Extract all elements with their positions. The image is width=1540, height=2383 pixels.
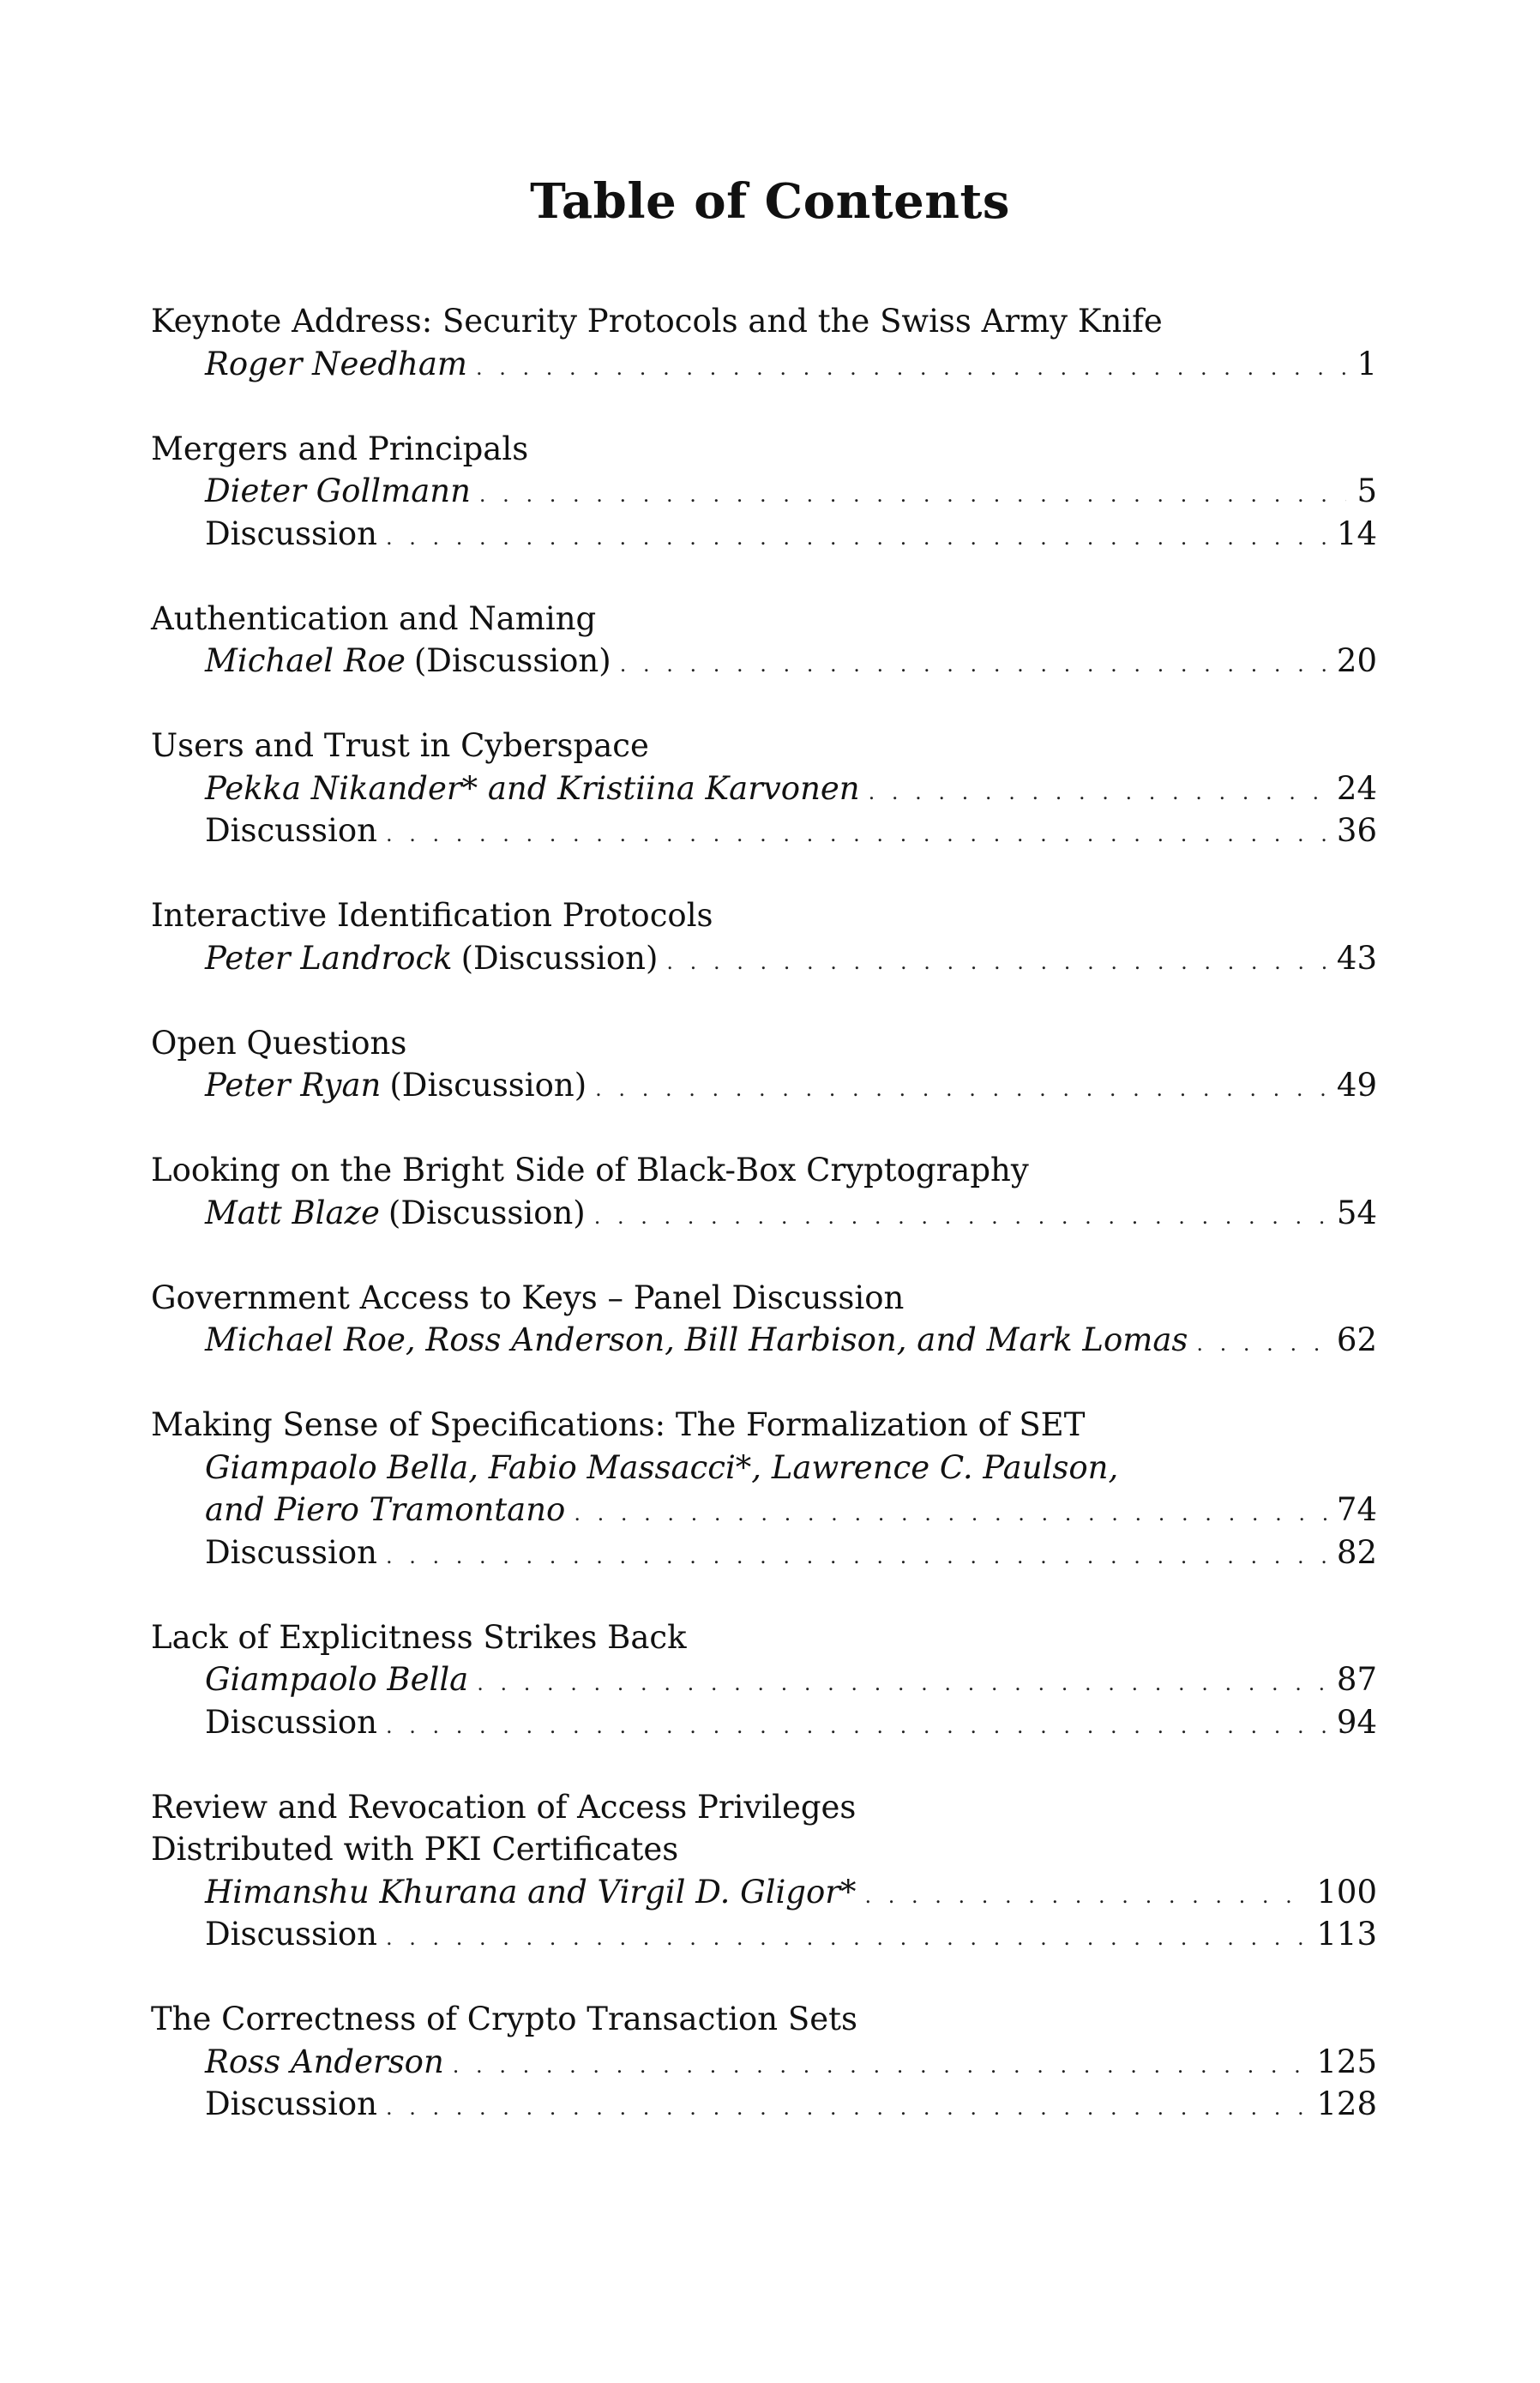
dot-leader (477, 1663, 1326, 1706)
entry-authors: and Piero Tramontano (205, 1491, 566, 1528)
entry-title[interactable]: The Correctness of Crypto Transaction Sets (151, 2001, 857, 2037)
line-text (205, 2083, 377, 2126)
dot-leader (864, 1875, 1306, 1918)
author-line[interactable] (151, 1192, 1377, 1235)
page-number: 20 (1336, 642, 1377, 679)
line-text (205, 809, 377, 852)
dot-leader (869, 772, 1326, 815)
author-line[interactable] (151, 1447, 1377, 1489)
entry-title[interactable]: Government Access to Keys – Panel Discussion (151, 1279, 905, 1316)
toc-entry (151, 1277, 1377, 1362)
page-number: 5 (1357, 472, 1377, 509)
discussion-line[interactable] (151, 1701, 1377, 1744)
entry-authors: Giampaolo Bella (205, 1661, 469, 1698)
dot-leader (574, 1493, 1326, 1536)
author-line[interactable] (151, 1064, 1377, 1107)
page-number: 49 (1336, 1067, 1377, 1104)
line-text (205, 343, 467, 386)
line-text (205, 1319, 1188, 1362)
author-line[interactable] (151, 767, 1377, 810)
entry-authors: Dieter Gollmann (205, 472, 471, 509)
toc-entry (151, 300, 1377, 385)
entry-title[interactable]: Open Questions (151, 1024, 407, 1062)
entry-title[interactable]: Lack of Explicitness Strikes Back (151, 1618, 687, 1656)
line-text (205, 470, 471, 513)
line-text (205, 1701, 377, 1744)
page-number: 24 (1336, 769, 1377, 807)
line-text (205, 1913, 377, 1956)
entry-authors: Giampaolo Bella, Fabio Massacci*, Lawrence C. Paulson, (205, 1448, 1119, 1486)
dot-leader (386, 2087, 1306, 2130)
dot-leader (479, 474, 1347, 517)
author-line[interactable] (151, 1489, 1377, 1531)
line-text (205, 640, 611, 683)
page-number: 74 (1336, 1491, 1377, 1528)
dot-leader (386, 1706, 1326, 1748)
discussion-line[interactable] (151, 809, 1377, 852)
entry-authors: Peter Ryan (205, 1067, 382, 1104)
line-text (205, 1658, 468, 1701)
entry-authors: Michael Roe, Ross Anderson, Bill Harbison, and Mark Lomas (205, 1321, 1188, 1358)
page-number: 87 (1336, 1661, 1377, 1698)
entry-title[interactable]: Keynote Address: Security Protocols and the Swiss Army Knife (151, 303, 1163, 340)
entry-title[interactable]: Interactive Identification Protocols (151, 897, 713, 934)
entry-authors: Pekka Nikander* and Kristiina Karvonen (205, 769, 860, 807)
dot-leader (594, 1196, 1326, 1239)
page-title: Table of Contents (530, 173, 1010, 230)
page-number: 1 (1357, 345, 1377, 382)
dot-leader (386, 1536, 1326, 1579)
dot-leader (386, 1917, 1306, 1960)
entry-title[interactable]: Making Sense of Specifications: The Formalization of SET (151, 1406, 1086, 1443)
entry-title-continued[interactable]: Distributed with PKI Certificates (151, 1831, 679, 1868)
page-number: 62 (1336, 1321, 1377, 1358)
entry-authors: Himanshu Khurana and Virgil D. Gligor* (205, 1873, 857, 1911)
toc-entry (151, 1998, 1377, 2126)
entry-authors: Peter Landrock (205, 939, 453, 977)
dot-leader (476, 347, 1346, 390)
toc-entry (151, 1786, 1377, 1956)
line-text (205, 1489, 565, 1531)
dot-leader (453, 2045, 1307, 2088)
line-text (205, 513, 377, 556)
entry-authors: Roger Needham (205, 345, 467, 382)
page-number: 82 (1336, 1533, 1377, 1571)
entry-title[interactable]: Mergers and Principals (151, 430, 529, 467)
author-line[interactable] (151, 640, 1377, 683)
dot-leader (666, 942, 1326, 984)
author-line[interactable] (151, 2041, 1377, 2084)
entry-title[interactable]: Users and Trust in Cyberspace (151, 727, 649, 764)
line-text (205, 1449, 1118, 1486)
entry-title[interactable]: Authentication and Naming (151, 599, 597, 637)
author-line[interactable] (151, 1319, 1377, 1362)
line-text (205, 1192, 586, 1235)
author-line[interactable] (151, 1658, 1377, 1701)
discussion-label: Discussion (205, 2085, 377, 2122)
line-text (205, 1064, 587, 1107)
toc-entry (151, 894, 1377, 979)
line-text (205, 767, 860, 810)
page-number: 125 (1316, 2043, 1377, 2080)
table-of-contents (151, 300, 1377, 2168)
page-number: 43 (1336, 939, 1377, 977)
toc-entry (151, 1149, 1377, 1234)
line-text (205, 1871, 856, 1914)
author-line[interactable] (151, 937, 1377, 980)
dot-leader (1196, 1323, 1326, 1366)
discussion-line[interactable] (151, 1913, 1377, 1956)
discussion-label: Discussion (205, 1533, 377, 1571)
entry-authors: Matt Blaze (205, 1194, 380, 1231)
line-text (205, 937, 658, 980)
entry-suffix: (Discussion) (389, 1067, 587, 1104)
toc-entry (151, 428, 1377, 556)
page-number: 36 (1336, 812, 1377, 849)
page-number: 100 (1316, 1873, 1377, 1911)
page-number: 94 (1336, 1703, 1377, 1741)
toc-entry (151, 1022, 1377, 1107)
discussion-label: Discussion (205, 1703, 377, 1741)
toc-entry (151, 598, 1377, 683)
discussion-label: Discussion (205, 1916, 377, 1953)
entry-authors: Ross Anderson (205, 2043, 444, 2080)
line-text (205, 1531, 377, 1574)
dot-leader (595, 1068, 1326, 1111)
entry-authors: Michael Roe (205, 642, 406, 679)
page-number: 113 (1316, 1916, 1377, 1953)
discussion-line[interactable] (151, 1531, 1377, 1574)
dot-leader (386, 517, 1326, 560)
dot-leader (620, 644, 1326, 687)
author-line[interactable] (151, 343, 1377, 386)
entry-suffix: (Discussion) (388, 1194, 586, 1231)
page-number: 14 (1336, 515, 1377, 552)
dot-leader (386, 814, 1326, 857)
line-text (205, 2041, 444, 2084)
page-number: 128 (1316, 2085, 1377, 2122)
discussion-line[interactable] (151, 513, 1377, 556)
author-line[interactable] (151, 470, 1377, 513)
entry-suffix: (Discussion) (460, 939, 659, 977)
discussion-line[interactable] (151, 2083, 1377, 2126)
toc-entry (151, 725, 1377, 852)
toc-entry (151, 1616, 1377, 1744)
entry-suffix: (Discussion) (413, 642, 611, 679)
toc-entry (151, 1404, 1377, 1574)
entry-title[interactable]: Looking on the Bright Side of Black-Box Cryptography (151, 1152, 1029, 1188)
entry-title[interactable]: Review and Revocation of Access Privileges (151, 1788, 857, 1826)
page-number: 54 (1336, 1194, 1377, 1231)
author-line[interactable] (151, 1871, 1377, 1914)
discussion-label: Discussion (205, 812, 377, 849)
discussion-label: Discussion (205, 515, 377, 552)
